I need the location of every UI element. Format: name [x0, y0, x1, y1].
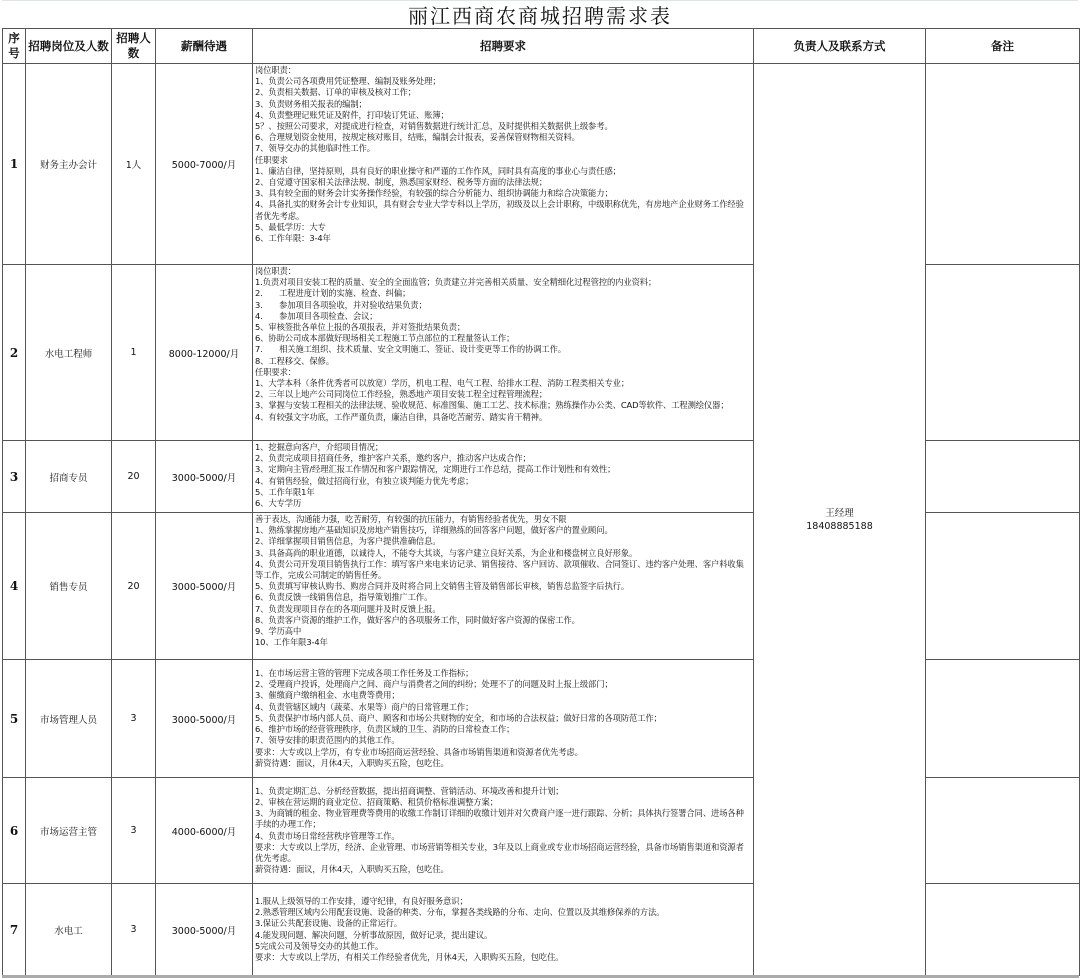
row-salary: 3000-5000/月 — [156, 884, 253, 976]
requirement-line: 3.保证公共配套设施、设备的正常运行。 — [255, 918, 403, 929]
requirement-line: 1、挖掘意向客户，介绍项目情况； — [255, 442, 384, 452]
table-row — [3, 64, 1080, 265]
requirement-line: 6、维护市场的经营管理秩序，负责区域的卫生、消防的日常检查工作； — [255, 724, 515, 735]
row-salary: 3000-5000/月 — [156, 441, 253, 513]
row-remarks — [926, 660, 1080, 778]
row-count: 20 — [112, 441, 156, 513]
requirement-line: 5完成公司及领导交办的其他工作。 — [255, 940, 384, 951]
header-seq: 序号 — [3, 29, 26, 64]
row-seq: 5 — [3, 660, 26, 778]
row-requirements — [253, 513, 754, 660]
requirement-line: 1、大学本科（条件优秀者可以放宽）学历，机电工程、电气工程、给排水工程、消防工程类相关专业； — [255, 378, 630, 389]
requirement-line: 4、负责公司开发项目销售执行工作：填写客户来电来访记录、销售接待、客户回访、款项催收、合同签订、违约客户处理、客户料收集等工作，完成公司制定的销售任务。 — [255, 558, 744, 581]
document-title: 丽江西商农商城招聘需求表 — [408, 4, 672, 28]
row-count: 20 — [112, 513, 156, 660]
row-requirements — [253, 884, 754, 976]
requirement-line: 薪资待遇：面议，月休4天，入职购买五险，包吃住。 — [255, 757, 449, 768]
header-requirements: 招聘要求 — [253, 29, 754, 64]
header-row — [3, 29, 1080, 64]
requirement-line: 9、学历高中 — [255, 626, 302, 637]
row-count: 3 — [112, 884, 156, 976]
row-seq: 7 — [3, 884, 26, 976]
row-count: 3 — [112, 660, 156, 778]
row-requirements — [253, 660, 754, 778]
requirement-line: 任职要求： — [255, 366, 296, 377]
requirement-line: 8、工程移交、保修。 — [255, 355, 334, 366]
requirement-line: 岗位职责： — [255, 65, 296, 75]
row-seq: 6 — [3, 778, 26, 884]
requirement-line: 5、最低学历：大专 — [255, 221, 326, 232]
requirement-line: 3、定期向主管/经理汇报工作情况和客户跟踪情况，定期进行工作总结，提高工作计划性和有效性； — [255, 464, 616, 475]
requirement-line: 2、负责相关数据、订单的审核及核对工作； — [255, 87, 416, 98]
row-position: 水电工 — [26, 884, 112, 976]
requirement-line: 2、详细掌握项目销售信息，为客户提供准确信息。 — [255, 536, 441, 547]
row-remarks — [926, 513, 1080, 660]
row-position: 市场管理人员 — [26, 660, 112, 778]
requirement-line: 6、工作年限：3-4年 — [255, 233, 331, 244]
row-position: 市场运营主管 — [26, 778, 112, 884]
row-position: 财务主办会计 — [26, 64, 112, 265]
row-salary: 5000-7000/月 — [156, 64, 253, 265]
requirement-line: 4、负责管辖区域内（蔬菜、水果等）商户的日常管理工作； — [255, 701, 474, 712]
requirement-line: 要求：大专或以上学历，有专业市场招商运营经验、具备市场销售渠道和资源者优先考虑。 — [255, 746, 583, 757]
row-remarks — [926, 778, 1080, 884]
requirement-line: 善于表达，沟通能力强，吃苦耐劳，有较强的抗压能力，有销售经验者优先，男女不限 — [255, 514, 567, 524]
row-remarks — [926, 64, 1080, 265]
requirement-line: 1、廉洁自律，坚持原则，具有良好的职业操守和严谨的工作作风，同时具有高度的事业心与责任感； — [255, 165, 621, 176]
requirement-line: 1、负责公司各项费用凭证整理、编制及账务处理； — [255, 76, 441, 87]
requirement-line: 任职要求 — [255, 154, 288, 165]
requirement-line: 要求：大专或以上学历，经济、企业管理、市场营销等相关专业，3年及以上商业或专业市场招商运营经验，具备市场销售渠道和资源者优先考虑。 — [255, 841, 744, 863]
header-remarks: 备注 — [926, 29, 1080, 64]
row-salary: 4000-6000/月 — [156, 778, 253, 884]
requirement-line: 7、领导安排的职责范围内的其他工作。 — [255, 735, 400, 746]
contact-phone: 18408885188 — [806, 520, 873, 532]
row-seq: 2 — [3, 265, 26, 441]
requirement-line: 3、催缴商户缴纳租金、水电费等费用； — [255, 690, 400, 701]
contact-cell — [754, 64, 926, 976]
requirement-line: 6、合理规划资金使用，按规定核对账目，结账，编制会计报表，妥善保管财物相关资料。 — [255, 132, 580, 143]
requirement-line: 4、负责市场日常经营秩序管理等工作。 — [255, 830, 400, 841]
header-contact: 负责人及联系方式 — [754, 29, 926, 64]
requirement-line: 4、负责整理记账凭证及附件，打印装订凭证、账簿； — [255, 109, 449, 120]
requirement-line: 3、为商铺的租金、物业管理费等费用的收缴工作制订详细的收缴计划并对欠费商户逐一进行跟踪、分析；具体执行签署合同、进场各种手续的办理工作； — [255, 808, 744, 830]
row-seq: 4 — [3, 513, 26, 660]
requirement-line: 1、在市场运营主管的管理下完成各项工作任务及工作指标； — [255, 668, 474, 679]
requirement-line: 10、工作年限3-4年 — [255, 637, 328, 648]
row-salary: 3000-5000/月 — [156, 660, 253, 778]
header-salary: 薪酬待遇 — [156, 29, 253, 64]
requirement-line: 3、具有较全面的财务会计实务操作经验，有较强的综合分析能力、组织协调能力和综合决策能力； — [255, 188, 613, 199]
header-count: 招聘人数 — [112, 29, 156, 64]
requirement-line: 2、受理商户投诉，处理商户之间、商户与消费者之间的纠纷；处理不了的问题及时上报上级部门； — [255, 679, 613, 690]
requirement-line: 6、大专学历 — [255, 498, 302, 509]
requirement-line: 4、有较强文字功底，工作严谨负责，廉洁自律，具备吃苦耐劳、踏实肯干精神。 — [255, 411, 548, 422]
contact-name: 王经理 — [825, 507, 854, 519]
row-count: 1人 — [112, 64, 156, 265]
row-requirements — [253, 64, 754, 265]
requirement-line: 要求：大专或以上学历，有相关工作经验者优先，月休4天，入职购买五险，包吃住。 — [255, 951, 564, 962]
requirement-line: 1.服从上级领导的工作安排，遵守纪律，有良好服务意识； — [255, 895, 468, 906]
requirement-line: 5、负责保护市场内部人员、商户、顾客和市场公共财物的安全，和市场的合法权益；做好日常的各项防范工作； — [255, 712, 662, 723]
requirement-line: 薪资待遇：面议，月休4天，入职购买五险，包吃住。 — [255, 864, 449, 875]
row-seq: 3 — [3, 441, 26, 513]
requirement-line: 3、具备高尚的职业道德，以诚待人，不能夸大其谈，与客户建立良好关系，为企业和楼盘树立良好形象。 — [255, 547, 638, 558]
requirement-line: 3、负责财务相关报表的编制； — [255, 98, 367, 109]
row-count: 1 — [112, 265, 156, 441]
requirement-line: 4.能发现问题、解决问题，分析事故原因，做好记录，提出建议。 — [255, 929, 493, 940]
requirement-line: 岗位职责： — [255, 266, 296, 276]
requirement-line: 1.负责对项目安装工程的质量、安全的全面监管；负责建立并完善相关质量、安全精细化过程管控的内业资料； — [255, 277, 657, 288]
requirement-line: 1、熟练掌握房地产基础知识及房地产销售技巧，详细熟练的回答客户问题，做好客户的置业顾问。 — [255, 525, 613, 536]
requirement-line: 5、工作年限1年 — [255, 486, 315, 497]
requirement-line: 6、协助公司成本部做好现场相关工程施工节点部位的工程量签认工作； — [255, 333, 515, 344]
row-requirements — [253, 265, 754, 441]
requirement-line: 5？、按照公司要求，对提成进行检查，对销售数据进行统计汇总，及时提供相关数据供上级参考。 — [255, 121, 613, 132]
requirement-line: 7、领导交办的其他临时性工作。 — [255, 143, 375, 154]
row-remarks — [926, 265, 1080, 441]
row-requirements — [253, 778, 754, 884]
row-position: 水电工程师 — [26, 265, 112, 441]
requirement-line: 4. 参加项目各项检查、会议； — [255, 310, 378, 321]
requirement-line: 2、负责完成项目招商任务，维护客户关系，邀约客户，推动客户达成合作； — [255, 453, 531, 464]
row-salary: 8000-12000/月 — [156, 265, 253, 441]
row-remarks — [926, 884, 1080, 976]
requirement-line: 4、有销售经验，做过招商行业，有独立谈判能力优先考虑； — [255, 475, 474, 486]
recruitment-table — [2, 28, 1080, 976]
row-remarks — [926, 441, 1080, 513]
row-salary: 3000-5000/月 — [156, 513, 253, 660]
requirement-line: 2、三年以上地产公司同岗位工作经验，熟悉地产项目安装工程全过程管理流程； — [255, 389, 548, 400]
row-count: 3 — [112, 778, 156, 884]
requirement-line: 2、自觉遵守国家相关法律法规、制度，熟悉国家财经、税务等方面的法律法规； — [255, 177, 548, 188]
requirement-line: 3、掌握与安装工程相关的法律法规、验收规范、标准图集、施工工艺、技术标准；熟练操作办公类、CAD等软件、工程测绘仪器； — [255, 400, 729, 411]
requirement-line: 2. 工程进度计划的实施、检查、纠偏； — [255, 288, 411, 299]
requirement-line: 3. 参加项目各项验收，并对验收结果负责； — [255, 299, 427, 310]
row-requirements — [253, 441, 754, 513]
row-seq: 1 — [3, 64, 26, 265]
requirement-line: 2.熟悉管理区域内公用配套设施、设备的种类、分布，掌握各类线路的分布、走向、位置以及其维修保养的方法。 — [255, 907, 665, 918]
header-position: 招聘岗位及人数 — [26, 29, 112, 64]
requirement-line: 7、负责发现项目存在的各项问题并及时反馈上报。 — [255, 603, 441, 614]
requirement-line: 4、具备扎实的财务会计专业知识，具有财会专业大学专科以上学历，初级及以上会计职称，中级职称优先，有房地产企业财务工作经验者优先考虑。 — [255, 199, 744, 221]
requirement-line: 1、负责定期汇总、分析经营数据，提出招商调整、营销活动、环境改善和提升计划； — [255, 785, 564, 796]
requirement-line: 8、负责客户资源的维护工作，做好客户的各项服务工作，同时做好客户资源的保密工作。 — [255, 614, 580, 625]
requirement-line: 5、负责填写审核认购书、购房合同并及时将合同上交销售主管及销售部长审核，销售总监签字后执行。 — [255, 581, 630, 592]
requirement-line: 5、审核签批各单位上报的各项报表，并对签批结果负责； — [255, 322, 466, 333]
requirement-line: 6、负责反馈一线销售信息，指导策划推广工作。 — [255, 592, 433, 603]
requirement-line: 2、审核在营运期的商业定位、招商策略、租赁价格标准调整方案； — [255, 796, 498, 807]
title-bar — [2, 0, 1078, 29]
row-position: 销售专员 — [26, 513, 112, 660]
requirement-line: 7. 相关施工组织、技术质量、安全文明施工、签证、设计变更等工作的协调工作。 — [255, 344, 567, 355]
row-position: 招商专员 — [26, 441, 112, 513]
